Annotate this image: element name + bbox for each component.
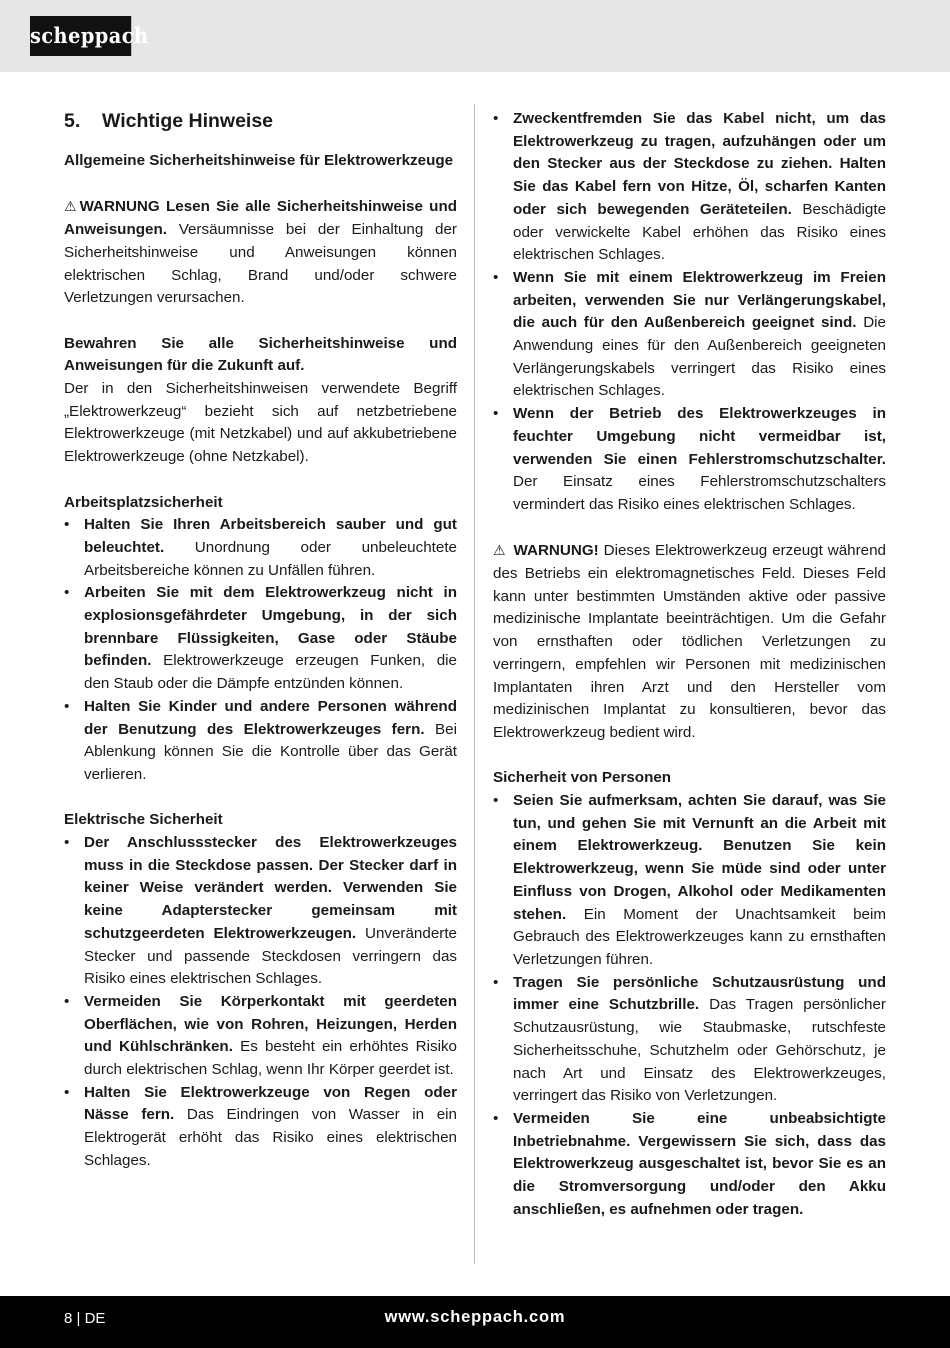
website-link[interactable]: www.scheppach.com <box>384 1308 566 1326</box>
warning-paragraph-1 <box>64 195 457 310</box>
list-item: • Vermeiden Sie eine unbeabsichtigte Inbetriebnahme. Vergewissern Sie sich, dass das Elektrowerkzeug ausgeschaltet ist, bevor Sie es an die Stromversorgung und/oder den Akku anschließen, es aufnehmen oder tragen. <box>493 1108 886 1222</box>
workplace-list <box>64 514 457 786</box>
scheppach-logo: scheppach <box>30 16 131 56</box>
list-item: • Arbeiten Sie mit dem Elektrowerkzeug nicht in explosionsgefährdeter Umgebung, in der sich brennbare Flüssigkeiten, Gase oder Stäube befinden. Elektrowerkzeuge erzeugen Funken, die den Staub oder die Dämpfe entzünden können. <box>64 582 457 696</box>
term-paragraph: Der in den Sicherheitshinweisen verwendete Begriff „Elektrowerkzeug“ bezieht sich auf netzbetriebene Elektrowerkzeuge (mit Netzkabel) und auf akkubetriebene Elektrowerkzeuge (ohne Netzkabel). <box>64 380 457 466</box>
page-number: 8 | DE <box>64 1310 106 1327</box>
workplace-heading: Arbeitsplatzsicherheit <box>64 493 223 511</box>
electrical-heading: Elektrische Sicherheit <box>64 811 223 829</box>
section-title-text: Wichtige Hinweise <box>102 110 274 132</box>
column-divider <box>474 104 475 1264</box>
warning-triangle-icon: ⚠ <box>64 198 77 215</box>
warning-triangle-icon: ⚠ <box>493 542 506 559</box>
keep-instructions-bold: Bewahren Sie alle Sicherheitshinweise und Anweisungen für die Zukunft auf. <box>64 334 457 375</box>
list-item: • Vermeiden Sie Körperkontakt mit geerdeten Oberflächen, wie von Rohren, Heizungen, Herden und Kühlschränken. Es besteht ein erhöhtes Risiko durch elektrischen Schlag, wenn Ihr Körper geerdet ist. <box>64 991 457 1082</box>
list-item: • Zweckentfremden Sie das Kabel nicht, um das Elektrowerkzeug zu tragen, aufzuhängen oder um den Stecker aus der Steckdose zu ziehen. Halten Sie das Kabel fern von Hitze, Öl, scharfen Kanten oder sich bewegenden Geräteteilen. Beschädigte oder verwickelte Kabel erhöhen das Risiko eines elektrischen Schlages. <box>493 108 886 267</box>
warning-2-text: Dieses Elektrowerkzeug erzeugt während des Betriebs ein elektromagnetisches Feld. Dieses Feld kann unter bestimmten Umständen aktive oder passive medizinische Implantate beeinträchtigen. Um die Gefahr von ernsthaften oder tödlichen Verletzungen zu verringern, empfehlen wir Personen mit medizinischen Implantaten ihren Arzt und den Hersteller vom medizinischen Implantat zu konsultieren, bevor das Elektrowerkzeug bedient wird. <box>493 542 886 741</box>
warning-paragraph-2 <box>493 539 886 744</box>
section-number: 5. <box>64 110 81 132</box>
footer-bar <box>0 1296 950 1348</box>
left-column <box>64 108 457 1173</box>
cable-list <box>493 108 886 517</box>
section-title <box>64 108 457 134</box>
list-item: • Halten Sie Kinder und andere Personen während der Benutzung des Elektrowerkzeuges fern. Bei Ablenkung können Sie die Kontrolle über das Gerät verlieren. <box>64 696 457 787</box>
persons-heading: Sicherheit von Personen <box>493 769 672 787</box>
list-item: • Seien Sie aufmerksam, achten Sie darauf, was Sie tun, und gehen Sie mit Vernunft an die Arbeit mit einem Elektrowerkzeug. Benutzen Sie kein Elektrowerkzeug, wenn Sie müde sind oder unter Einfluss von Drogen, Alkohol oder Medikamenten stehen. Ein Moment der Unachtsamkeit beim Gebrauch des Elektrowerkzeuges kann zu ernsthaften Verletzungen führen. <box>493 790 886 972</box>
list-item: • Wenn Sie mit einem Elektrowerkzeug im Freien arbeiten, verwenden Sie nur Verlängerungskabel, die auch für den Außenbereich geeignet sind. Die Anwendung eines für den Außenbereich geeigneten Verlängerungskabels verringert das Risiko eines elektrischen Schlages. <box>493 267 886 403</box>
persons-list <box>493 790 886 1221</box>
list-item: • Halten Sie Elektrowerkzeuge von Regen oder Nässe fern. Das Eindringen von Wasser in ein Elektrogerät erhöht das Risiko eines elektrischen Schlages. <box>64 1082 457 1173</box>
general-safety-heading: Allgemeine Sicherheitshinweise für Elektrowerkzeuge <box>64 152 454 169</box>
list-item: • Der Anschlussstecker des Elektrowerkzeuges muss in die Steckdose passen. Der Stecker darf in keiner Weise verändert werden. Verwenden Sie keine Adapterstecker gemeinsam mit schutzgeerdeten Elektrowerkzeugen. Unveränderte Stecker und passende Steckdosen verringern das Risiko eines elektrischen Schlages. <box>64 832 457 991</box>
header-bar <box>0 0 950 72</box>
right-column <box>493 108 886 1221</box>
list-item: • Halten Sie Ihren Arbeitsbereich sauber und gut beleuchtet. Unordnung oder unbeleuchtete Arbeitsbereiche können zu Unfällen führen. <box>64 514 457 582</box>
electrical-list <box>64 832 457 1173</box>
list-item: • Tragen Sie persönliche Schutzausrüstung und immer eine Schutzbrille. Das Tragen persönlicher Schutzausrüstung, wie Staubmaske, rutschfeste Sicherheitsschuhe, Schutzhelm oder Gehörschutz, je nach Art und Einsatz des Elektrowerkzeuges, verringert das Risiko von Verletzungen. <box>493 972 886 1108</box>
list-item: • Wenn der Betrieb des Elektrowerkzeuges in feuchter Umgebung nicht vermeidbar ist, verwenden Sie einen Fehlerstromschutzschalter. Der Einsatz eines Fehlerstromschutzschalters vermindert das Risiko eines elektrischen Schlages. <box>493 403 886 517</box>
warning-1-text: Versäumnisse bei der Einhaltung der Sicherheitshinweise und Anweisungen können elektrischen Schlag, Brand und/oder schwere Verletzungen verursachen. <box>64 221 457 307</box>
warning-1-bold: WARNUNG Lesen Sie alle Sicherheitshinweise und Anweisungen. <box>64 198 457 239</box>
warning-2-bold: WARNUNG! <box>513 542 599 560</box>
